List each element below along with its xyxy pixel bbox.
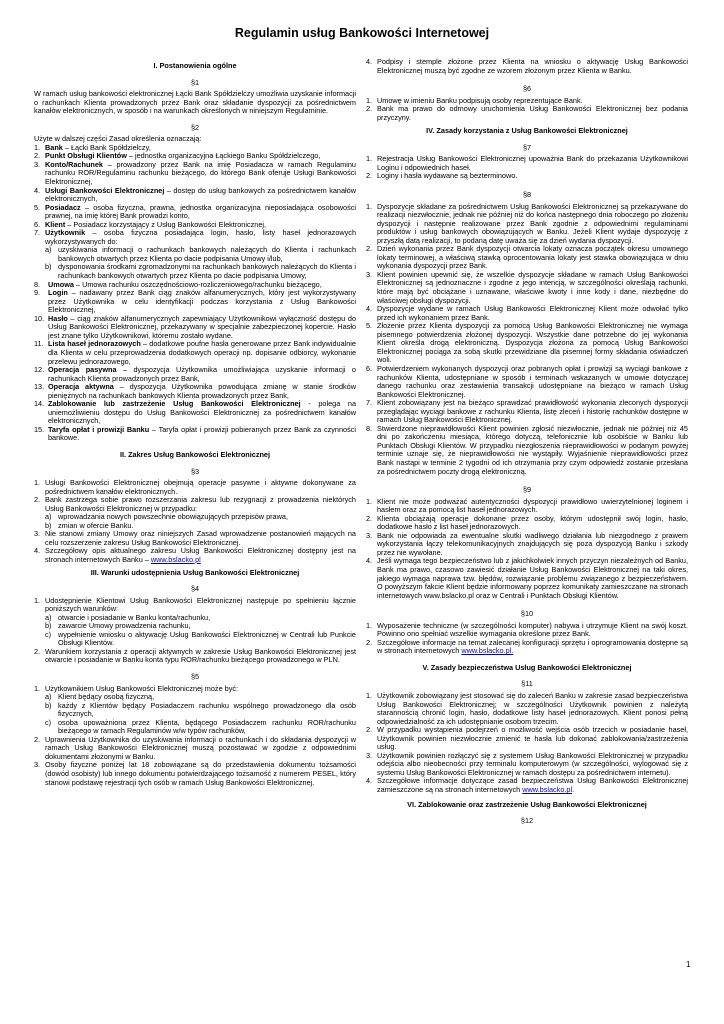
section-2: §2 bbox=[190, 122, 200, 132]
item-text: osoba upoważniona przez Klienta, będącego Posiadaczem rachunku ROR/rachunku bieżącego w ramach Regulaminów w/w typów rachunków, bbox=[58, 717, 356, 736]
item-text: Bank ma prawo do odmowy uruchomienia Usług Bankowości Elektronicznej bez podania przyczyny. bbox=[377, 104, 688, 122]
item-number: 4. bbox=[366, 304, 373, 314]
item-number: 8. bbox=[366, 423, 373, 433]
item-text: – dyspozycja Użytkownika powodująca zmianę w stanie środków pieniężnych na rachunkach bankowych Klienta prowadzonych przez Bank, bbox=[48, 382, 356, 400]
item-text: otwarcie i posiadanie w Banku konta/rachunku, bbox=[58, 612, 211, 622]
item-number: 10. bbox=[34, 313, 45, 323]
item-text: Szczegółowe informacje dotyczące zasad bezpieczeństwa Usług Bankowości Elektronicznej zamieszczone są na stronach internetowych bbox=[377, 776, 688, 795]
item-text: Dzień wykonania przez Bank dyspozycji otwarcia lokaty oznacza początek okresu umownego lokaty terminowej, a właściwą stawką oprocentowania lokaty jest stawka obowiązująca w dniu wykonania dyspozycji przez Bank. bbox=[377, 244, 688, 271]
item-text: zmian w ofercie Banku. bbox=[58, 520, 134, 530]
item-number: 2. bbox=[366, 244, 373, 254]
item-number: 2. bbox=[366, 725, 373, 735]
clause-item bbox=[34, 597, 356, 614]
section-3: §3 bbox=[190, 466, 200, 476]
item-number: 3. bbox=[366, 269, 373, 279]
item-text: – Umowa rachunku oszczędnościowo-rozliczeniowego/rachunku bieżącego, bbox=[73, 279, 322, 289]
section-1-text: W ramach usług bankowości elektronicznej Łącki Bank Spółdzielczy umożliwia uzyskanie informacji o rachunkach Klienta prowadzonych przez Bank oraz składanie dyspozycji za pośrednictwem kanałów elektronicznych, w sposób i na warunkach określonych w niniejszym Regulaminie. bbox=[34, 89, 356, 116]
defined-term: Punkt Obsługi Klientów bbox=[45, 151, 127, 161]
clause-item bbox=[366, 365, 688, 399]
item-number: 1. bbox=[34, 142, 41, 152]
section-11: §11 bbox=[521, 679, 533, 689]
item-number: 1. bbox=[34, 595, 41, 605]
defined-term: Konto/Rachunek bbox=[45, 159, 103, 169]
clause-item bbox=[366, 622, 688, 639]
item-text: Nie stanowi zmiany Umowy oraz niniejszych Zasad wprowadzenie postanowień mających na celu rozszerzenie zakresu Usług Bankowości Elektronicznej. bbox=[45, 529, 356, 547]
item-number: 5. bbox=[366, 321, 373, 331]
item-text: Dyspozycje wydane w ramach Usług Bankowości Elektronicznej Klient może odwołać tylko przed ich wykonaniem przez Bank. bbox=[377, 304, 688, 322]
clause-item bbox=[366, 692, 688, 726]
item-number: b) bbox=[45, 700, 52, 710]
item-text: – osoba fizyczna, prawna, jednostka organizacyjna nieposiadająca osobowości prawnej, na imię której Bank prowadzi konto, bbox=[45, 202, 356, 221]
item-text: uzyskiwania informacji o rachunkach bankowych należących do Klienta i rachunkach bankowych otwartych przez Klienta po dacie podpisania Umowy i/lub, bbox=[58, 245, 356, 263]
item-number: 4. bbox=[366, 776, 373, 786]
document-title: Regulamin usług Bankowości Internetowej bbox=[234, 26, 490, 40]
clause-item bbox=[366, 245, 688, 271]
item-number: 11. bbox=[34, 339, 44, 349]
item-number: 2. bbox=[34, 646, 41, 656]
item-number: 2. bbox=[34, 495, 41, 505]
item-number: 4. bbox=[366, 556, 373, 566]
section-10: §10 bbox=[520, 609, 534, 619]
item-number: 1. bbox=[366, 496, 373, 506]
clause-item bbox=[366, 532, 688, 558]
item-text: wypełnienie wniosku o aktywację Usług Bankowości Elektronicznej w Centrali lub Punkcie Obsługi Klientów. bbox=[58, 629, 356, 648]
item-text: Szczegółowy opis aktualnego zakresu Usług Bankowości Elektronicznej dostępny jest na stronach internetowych Banku – bbox=[45, 546, 356, 564]
item-number: b) bbox=[45, 621, 52, 631]
website-link[interactable]: www.bslacko.pl. bbox=[461, 646, 514, 656]
website-link[interactable]: www.bslacko.pl bbox=[522, 785, 573, 795]
item-number: 2. bbox=[366, 171, 373, 181]
item-number: 13. bbox=[34, 382, 45, 392]
item-text: Użytkownik zobowiązany jest stosować się do zaleceń Banku w zakresie zasad bezpieczeństwa Usług Bankowości Elektronicznej; w szczególności Użytkownik powinien z należytą starannością chronić login, hasło, dodatkowe listy haseł jednorazowych. Klient ponosi pełną odpowiedzialność za ich udostępnianie osobom trzecim. bbox=[377, 691, 688, 726]
item-number: a) bbox=[45, 512, 52, 522]
item-number: 1. bbox=[366, 95, 373, 105]
defined-term: Użytkownik bbox=[45, 228, 86, 238]
clause-subitem bbox=[34, 631, 356, 648]
clause-item bbox=[366, 515, 688, 532]
defined-term: Operacja aktywna bbox=[48, 382, 114, 392]
item-number: 2. bbox=[34, 151, 41, 161]
clause-item bbox=[366, 639, 688, 656]
definition-subitem bbox=[34, 246, 356, 263]
item-text: Dyspozycje składane za pośrednictwem Usług Bankowości Elektronicznej są przekazywane do realizacji niezwłocznie, jednak nie później niż do końca następnego dnia roboczego po złożeniu dyspozycji i następnie realizowane przez Bank zgodnie z odpowiednimi regulaminami produktów i usług bankowych obowiązujących w Banku. Jeżeli Klient wydaje dyspozycję z przyszłą datą realizacji, to podaną datę uważa się za dzień wydania dyspozycji. bbox=[377, 201, 688, 245]
section-5: §5 bbox=[190, 672, 200, 681]
item-text: każdy z Klientów będący Posiadaczem rachunku wspólnego prowadzonego dla osób fizycznych, bbox=[58, 700, 356, 719]
item-number: 8. bbox=[34, 279, 41, 289]
item-text: Klienta obciążają operacje dokonane przez osoby, którym udostępnił swój login, hasło, dodatkowe hasło z list haseł jednorazowych. bbox=[377, 513, 688, 532]
item-text-tail: . bbox=[572, 785, 575, 795]
item-text: Osoby fizyczne poniżej lat 18 zobowiązane są do przedstawienia dokumentu tożsamości (dowód osobisty) lub innego dokumentu potwierdzającego tożsamość z numerem PESEL, który stanowi podstawę rejestracji tych osób w ramach Usług Bankowości Elektronicznej. bbox=[45, 760, 356, 787]
item-text: zawarcie Umowy prowadzenia rachunku, bbox=[58, 621, 191, 631]
item-number: 3. bbox=[366, 750, 373, 760]
item-text: Udostępnienie Klientowi Usług Bankowości Elektronicznej następuje po spełnieniu łącznie poniższych warunków: bbox=[45, 595, 356, 614]
item-text: Klient powinien upewnić się, że wszelkie dyspozycje składane w ramach Usług Bankowości Elektronicznej są jednoznaczne i zgodne z jego intencją, w szczególności określają rachunki, które mają być obciążane i uznawane, właściwe kwoty i inne kody i dane, niezbędne do właściwej obsługi dyspozycji. bbox=[377, 269, 688, 305]
item-number: 1. bbox=[366, 154, 373, 164]
item-number: 2. bbox=[34, 734, 41, 744]
item-number: 14. bbox=[34, 399, 45, 409]
clause-subitem bbox=[34, 719, 356, 736]
clause-subitem bbox=[34, 702, 356, 719]
clause-item bbox=[366, 557, 688, 600]
item-text: Stwierdzone nieprawidłowości Klient powinien zgłosić niezwłocznie, jednak nie później niż 45 dni po zakończeniu miesiąca, którego dotyczą, telefonicznie lub osobiście w Banku lub Punktach Obsługi Klientów. W przypadku niezgłoszenia nieprawidłowości w podanym powyżej terminie uznaje się, że nieprawidłowości nie wystąpiły. Wyjaśnienie nieprawidłowości przez Bank nastąpi w terminie 2 tygodni od ich otrzymania przy czym odpowiedź zostanie przesłana za pośrednictwem poczty drogą elektroniczną. bbox=[377, 423, 688, 476]
clause-item bbox=[366, 752, 688, 778]
section-4: §4 bbox=[190, 584, 200, 594]
item-text: Potwierdzeniem wykonanych dyspozycji oraz pobranych opłat i prowizji są wyciągi bankowe z rachunków Klienta, udostępniane w sposób i terminach wskazanych w umowie dotyczącej danego rachunku oraz zestawienia transakcji udostępniane na bieżąco w ramach Usług Bankowości Elektronicznej. bbox=[377, 363, 688, 399]
item-number: 3. bbox=[366, 530, 373, 540]
definition-item bbox=[34, 187, 356, 204]
item-number: c) bbox=[45, 717, 52, 727]
item-number: 3. bbox=[34, 159, 41, 169]
clause-item bbox=[366, 425, 688, 476]
clause-item bbox=[366, 322, 688, 365]
clause-item bbox=[34, 761, 356, 787]
item-text: – dostęp do usług bankowych za pośrednictwem kanałów elektronicznych, bbox=[45, 185, 356, 204]
clause-item bbox=[366, 105, 688, 122]
item-text: – osoba fizyczna posiadająca login, hasło, listy haseł jednorazowych wykorzystywanych do: bbox=[45, 228, 356, 246]
section-2-intro: Użyte w dalszej części Zasad określenia oznaczają: bbox=[34, 134, 202, 144]
clause-item bbox=[366, 777, 688, 794]
definition-item bbox=[34, 315, 356, 341]
clause-item bbox=[366, 172, 688, 181]
definition-subitem bbox=[34, 263, 356, 280]
chapter-6-heading: VI. Zablokowanie oraz zastrzeżenie Usług Bankowości Elektronicznej bbox=[407, 799, 647, 809]
definition-item bbox=[34, 400, 356, 426]
defined-term: Zablokowanie lub zastrzeżenie Usług Bankowości Elektronicznej bbox=[48, 399, 301, 409]
definition-item bbox=[34, 383, 356, 400]
clause-item bbox=[366, 155, 688, 172]
clause-item bbox=[34, 496, 356, 513]
defined-term: Posiadacz bbox=[45, 202, 81, 212]
defined-term: Operacja pasywna bbox=[48, 365, 117, 375]
defined-term: Umowa bbox=[48, 279, 74, 289]
item-number: 7. bbox=[34, 228, 41, 238]
item-number: 1. bbox=[366, 691, 373, 700]
item-number: 15. bbox=[34, 424, 45, 434]
item-number: 2. bbox=[366, 637, 373, 647]
item-number: 7. bbox=[366, 398, 373, 408]
item-number: 4. bbox=[366, 57, 373, 66]
item-text: Umowę w imieniu Banku podpisują osoby reprezentujące Bank. bbox=[377, 95, 583, 105]
defined-term: Lista haseł jednorazowych bbox=[48, 339, 141, 349]
item-number: 2. bbox=[366, 104, 373, 114]
chapter-2-heading: II. Zakres Usług Bankowości Elektronicznej bbox=[119, 449, 271, 459]
item-number: 1. bbox=[366, 201, 373, 211]
item-text: – Łącki Bank Spółdzielczy, bbox=[62, 142, 151, 152]
item-text: W przypadku wystąpienia podejrzeń o możliwość wejścia osób trzecich w posiadanie haseł, Użytkownik powinien niezwłocznie zmienić te hasła lub dokonać zablokowania/zastrzeżenia usług. bbox=[377, 725, 688, 752]
item-text: Użytkownikiem Usług Bankowości Elektronicznej może być: bbox=[45, 683, 239, 693]
item-text: wprowadzania nowych powszechnie obowiązujących przepisów prawa, bbox=[58, 512, 288, 522]
item-text: Rejestracja Usług Bankowości Elektronicznej upoważnia Bank do przekazania Użytkownikowi Loginu i odpowiednich haseł. bbox=[377, 154, 688, 172]
page-number: 1 bbox=[686, 960, 691, 969]
item-number: b) bbox=[45, 262, 52, 272]
defined-term: Usługi Bankowości Elektronicznej bbox=[45, 185, 165, 195]
left-column bbox=[34, 54, 356, 787]
chapter-3-heading: III. Warunki udostępnienia Usług Bankowości Elektronicznej bbox=[90, 567, 300, 577]
item-number: 3. bbox=[34, 529, 41, 539]
clause-item bbox=[366, 271, 688, 305]
definition-item bbox=[34, 289, 356, 315]
item-number: a) bbox=[45, 245, 52, 255]
section-7: §7 bbox=[522, 142, 532, 152]
section-6: §6 bbox=[522, 84, 532, 94]
item-number: 1. bbox=[34, 683, 41, 693]
definition-item bbox=[34, 366, 356, 383]
item-number: 4. bbox=[34, 185, 41, 195]
defined-term: Taryfa opłat i prowizji Banku bbox=[48, 424, 150, 434]
item-text: - polega na uniemożliwieniu dostępu do Usług Bankowości Elektronicznej za pośrednictwem kanałów elektronicznych, bbox=[48, 399, 357, 426]
item-text: Uprawnienia Użytkownika do uzyskiwania informacji o rachunkach i do składania dyspozycji w ramach Usług Bankowości Elektronicznej muszą pozostawać w zgodzie z odpowiednimi dokumentami złożonymi w Banku. bbox=[45, 734, 356, 761]
chapter-4-heading: IV. Zasady korzystania z Usług Bankowości Elektronicznej bbox=[426, 126, 628, 136]
section-12: §12 bbox=[520, 816, 534, 826]
item-text: – prowadzony przez Bank na imię Posiadacza w ramach Regulaminu rachunku ROR/Regulaminu rachunku bieżącego, do którego Bank oferuje Usługi Bankowości Elektronicznej, bbox=[45, 159, 356, 187]
item-text: Usługi Bankowości Elektronicznej obejmują operacje pasywne i aktywne dokonywane za pośrednictwem kanałów elektronicznych. bbox=[45, 478, 356, 496]
clause-item bbox=[366, 305, 688, 322]
item-number: a) bbox=[45, 692, 52, 702]
item-text: Klient nie może podważać autentyczności dyspozycji prawidłowo uwierzytelnionej loginem i hasłem oraz za pomocą list haseł jednorazowych. bbox=[377, 496, 688, 515]
item-number: 5. bbox=[34, 202, 41, 212]
item-text: Podpisy i stemple złożone przez Klienta na wniosku o aktywację Usług Bankowości Elektronicznej muszą być zgodne ze wzorem złożonym przez Klienta w Banku. bbox=[377, 57, 688, 75]
item-number: 1. bbox=[366, 620, 373, 630]
definition-item bbox=[34, 161, 356, 187]
defined-term: Login bbox=[48, 288, 68, 298]
definition-item bbox=[34, 340, 356, 366]
clause-item bbox=[34, 479, 356, 496]
item-text: Bank nie odpowiada za ewentualne skutki wadliwego działania lub niezgodnego z prawem wykorzystania łączy telekomunikacyjnych znajdujących się poza dyspozycją Banku i szkody przez nie wywołane. bbox=[377, 530, 688, 557]
item-text: Szczegółowe informacje na temat zalecanej konfiguracji sprzętu i oprogramowania dostępne są w stronach internetowych bbox=[377, 637, 688, 656]
item-text: Jeśli wymaga tego bezpieczeństwo lub z jakichkolwiek innych przyczyn niezależnych od Banku, Bank ma prawo, czasowo zawiesić działanie Usług Bankowości Elektronicznej na taki okres, jakiego wymaga naprawa tzw. błędów, rozwiązanie problemu związanego z bezpieczeństwem. O powyższym fakcie Klient będzie informowany poprzez komunikaty zamieszczane na stronach internetowych www.bslacko.pl oraz w Centrali i Punktach Obsługi Klientów. bbox=[377, 556, 688, 600]
definition-item bbox=[34, 229, 356, 246]
chapter-1-heading: I. Postanowienia ogólne bbox=[153, 61, 237, 70]
defined-term: Bank bbox=[45, 142, 63, 152]
item-text: dysponowania środkami zgromadzonymi na rachunkach bankowych należących do Klienta i rachunkach bankowych otwartych przez Klienta po dacie podpisania Umowy, bbox=[58, 262, 356, 281]
section-8: §8 bbox=[522, 190, 532, 200]
item-number: 9. bbox=[34, 288, 41, 298]
item-text: – dodatkowe poufne hasła generowane przez Bank indywidualnie dla Klienta w celu przeprowadzenia dodatkowych operacji np. dopisanie odbiorcy, wykonanie przelewu jednorazowego, bbox=[48, 339, 356, 366]
item-text: – dyspozycja Użytkownika umożliwiająca uzyskanie informacji o rachunkach Klienta prowadzonych przez Bank, bbox=[48, 365, 356, 383]
item-text: – jednostka organizacyjna Łąckiego Banku Spółdzielczego, bbox=[126, 151, 321, 161]
definition-item bbox=[34, 204, 356, 221]
item-number: a) bbox=[45, 612, 52, 622]
item-text: Użytkownik powinien rozłączyć się z systemem Usług Bankowości Elektronicznej w przypadku odejścia albo nieobecności przy terminalu komputerowym (w szczególności, wylogować się z systemu Usług Bankowości Elektronicznej w ramach dostępu za pośrednictwem internetu). bbox=[377, 750, 688, 777]
chapter-5-heading: V. Zasady bezpieczeństwa Usług Bankowości Elektronicznej bbox=[422, 662, 632, 672]
right-column bbox=[366, 58, 688, 829]
item-number: b) bbox=[45, 520, 52, 530]
definition-item bbox=[34, 426, 356, 443]
item-number: 3. bbox=[34, 760, 41, 770]
defined-term: Klient bbox=[45, 219, 66, 229]
clause-item bbox=[366, 58, 688, 75]
clause-item bbox=[34, 530, 356, 547]
item-text: – nadawany przez Bank ciąg znaków alfanumerycznych, który jest wykorzystywany przez Użytkownika w celu identyfikacji podczas korzystania z Usług Bankowości Elektronicznej, bbox=[48, 288, 356, 315]
item-number: 2. bbox=[366, 513, 373, 523]
item-text: Loginy i hasła wydawane są bezterminowo. bbox=[377, 171, 518, 181]
item-number: 12. bbox=[34, 365, 45, 375]
clause-item bbox=[366, 498, 688, 515]
item-text: Klient zobowiązany jest na bieżąco sprawdzać prawidłowość wykonania zleconych dyspozycji przeglądając wyciągi bankowe z rachunku Klienta, listę zleceń i historię rachunków dostępne w ramach Usług Bankowości Elektronicznej. bbox=[377, 398, 688, 425]
item-number: 6. bbox=[34, 219, 41, 229]
item-text: Wyposażenie techniczne (w szczególności komputer) nabywa i utrzymuje Klient na swój koszt. Powinno ono spełniać wszelkie wymagania określone przez Bank. bbox=[377, 620, 688, 639]
item-number: 4. bbox=[34, 546, 41, 556]
item-number: 1. bbox=[34, 478, 41, 488]
section-9: §9 bbox=[522, 485, 532, 495]
item-text: Warunkiem korzystania z operacji aktywnych w zakresie Usług Bankowości Elektronicznej jest otwarcie i posiadanie w Banku konta typu ROR/rachunku bieżącego prowadzonego w PLN. bbox=[45, 646, 356, 665]
clause-item bbox=[366, 399, 688, 425]
section-1: §1 bbox=[190, 77, 200, 87]
clause-item bbox=[34, 547, 356, 564]
website-link[interactable]: www.bslacko.pl bbox=[150, 554, 201, 564]
item-text: – ciąg znaków alfanumerycznych zapewniający Użytkownikowi wyłączność dostępu do Usług Bankowości Elektronicznej, przekazywany w specjalnie zabezpieczonej kopercie. Hasło jest znane tylko Użytkownikowi, któremu zostało wydane. bbox=[48, 313, 356, 340]
clause-item bbox=[366, 726, 688, 752]
item-text: Złożenie przez Klienta dyspozycji za pomocą Usług Bankowości Elektronicznej nie wymaga pisemnego potwierdzenia złożonej dyspozycji. Wszystkie dane potrzebne do jej wykonania Klient określa drogą elektroniczną. Dyspozycja złożona za pomocą Usług Bankowości Elektronicznej pociąga za sobą skutki przewidziane dla pisemnej formy składania oświadczeń woli. bbox=[377, 321, 688, 365]
item-text: – Taryfa opłat i prowizji pobieranych przez Bank za czynności bankowe. bbox=[48, 424, 356, 443]
item-number: c) bbox=[45, 629, 52, 639]
defined-term: Hasło bbox=[48, 313, 68, 323]
item-number: 6. bbox=[366, 363, 373, 373]
item-text: Klient będący osobą fizyczną, bbox=[58, 692, 155, 702]
clause-item bbox=[366, 203, 688, 246]
clause-item bbox=[34, 736, 356, 762]
item-text: Bank zastrzega sobie prawo rozszerzania zakresu lub rezygnacji z prowadzenia niektórych Usług Bankowości Elektronicznej w przypadku: bbox=[45, 495, 356, 513]
clause-item bbox=[34, 648, 356, 665]
item-text: – Posiadacz korzystający z Usług Bankowości Elektronicznej, bbox=[65, 219, 267, 229]
